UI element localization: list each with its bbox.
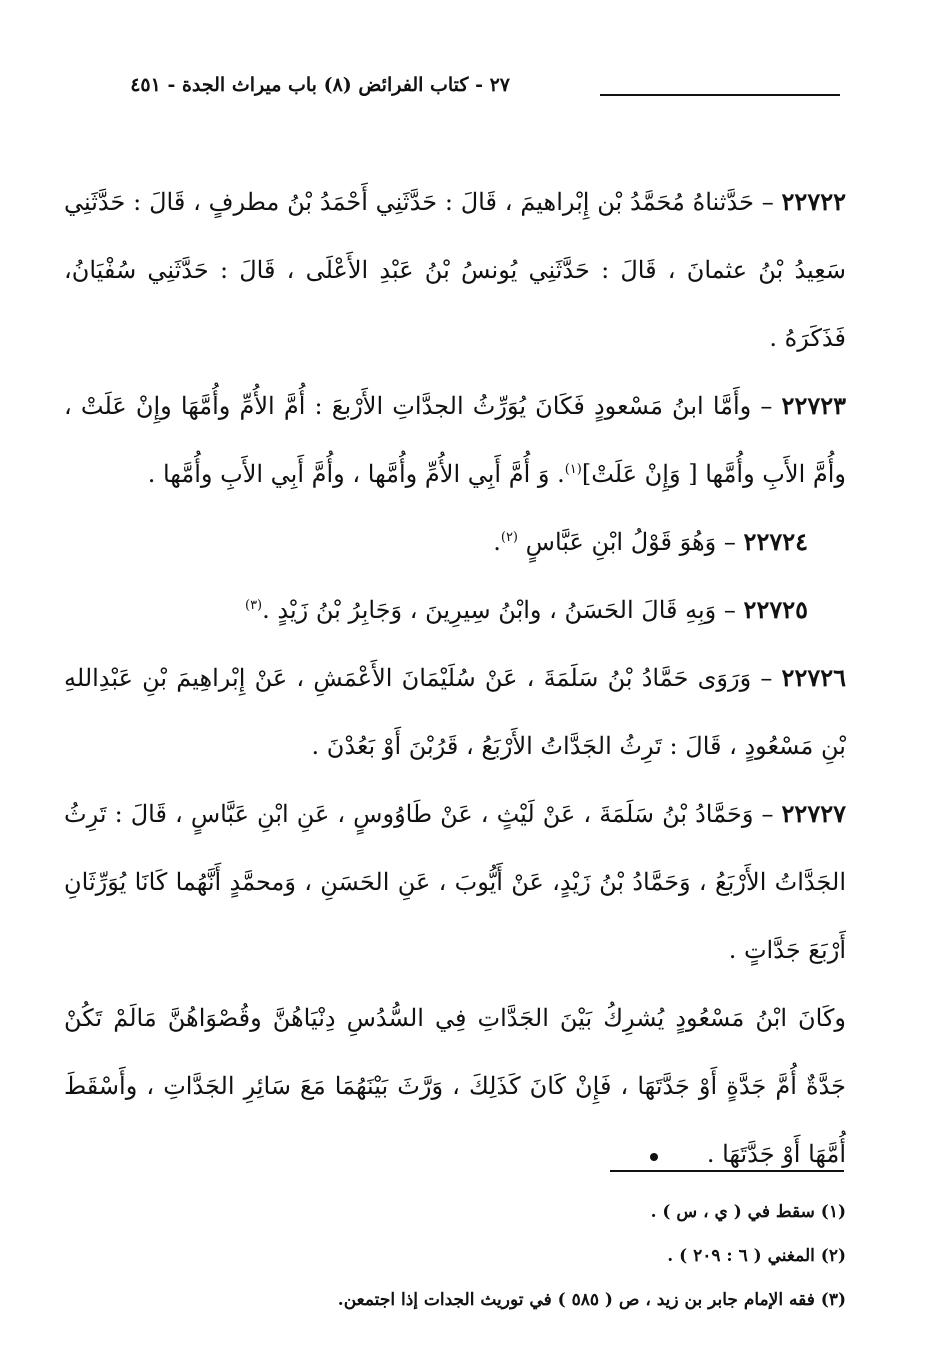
- footnote-3: (٣) فقه الإمام جابر بن زيد ، ص ( ٥٨٥ ) في توريث الجدات إذا اجتمعن.: [337, 1290, 846, 1310]
- footnote-2: (٢) المغني ( ٦ : ٢٠٩ ) .: [667, 1246, 846, 1266]
- paragraph-22723: ٢٢٧٢٣ – وأَمَّا ابنُ مَسْعودٍ فَكَانَ يُوَرِّثُ الجدَّاتِ الأَرْبعَ : أُمَّ الأُمِّ وأُمَّهَا وإِنْ عَلَتْ ، وأُمَّ الأَبِ وأُمَّها [ وَإِنْ عَلَتْ]$^{(١)}$. وَ أُمَّ أَبِي الأُمِّ وأُمَّها ، وأُمَّ أَبِي الأَبِ وأُمَّها .: [64, 391, 846, 488]
- paragraph-text: وَرَوَى حَمَّادُ بْنُ سَلَمَةَ ، عَنْ سُلَيْمَانَ الأَعْمَشِ ، عَنْ إِبْراهِيمَ بْنِ عَبْدِاللهِ بْنِ مَسْعُودٍ ، قَالَ : تَرِثُ الجَدَّاتُ الأَرْبَعُ ، قَرُبْنَ أَوْ بَعُدْنَ .: [64, 664, 846, 760]
- footnotes: [200, 1190, 846, 1322]
- footnote-ref[interactable]: (٢): [500, 530, 518, 545]
- paragraph-22727: ٢٢٧٢٧ – وَحَمَّادُ بْنُ سَلَمَةَ ، عَنْ لَيْثٍ ، عَنْ طَاوُوسٍ ، عَنِ ابْنِ عَبَّاسٍ ، قَالَ : تَرِثُ الجَدَّاتُ الأَرْبَعُ ، وَحَمَّادُ بْنُ زَيْدٍ، عَنْ أَيُّوبَ ، عَنِ الحَسَنِ ، وَمحمَّدٍ أَنَّهُما كَانَا يُوَرِّثَانِ أَرْبَعَ جَدَّاتٍ .: [64, 799, 846, 964]
- footnote-1: (١) سقط في ( ي ، س ) .: [650, 1202, 846, 1222]
- paragraph-tail: . وَ أُمَّ أَبِي الأُمِّ وأُمَّها ، وأُمَّ أَبِي الأَبِ وأُمَّها .: [147, 460, 565, 488]
- paragraph-text: وَحَمَّادُ بْنُ سَلَمَةَ ، عَنْ لَيْثٍ ، عَنْ طَاوُوسٍ ، عَنِ ابْنِ عَبَّاسٍ ، قَالَ : تَرِثُ الجَدَّاتُ الأَرْبَعُ ، وَحَمَّادُ بْنُ زَيْدٍ، عَنْ أَيُّوبَ ، عَنِ الحَسَنِ ، وَمحمَّدٍ أَنَّهُما كَانَا يُوَرِّثَانِ أَرْبَعَ جَدَّاتٍ .: [64, 800, 846, 964]
- separator-dot: [650, 1153, 658, 1161]
- paragraph-text: وكَانَ ابْنُ مَسْعُودٍ يُشرِكُ بَيْنَ الجَدَّاتِ فِي السُّدُسِ دِنْيَاهُنَّ وقُصْوَاهُنَّ مَالَمْ تَكُنْ جَدَّةٌ أُمَّ جَدَّةٍ أَوْ جَدَّتَهَا ، فَإِنْ كَانَ كَذَلِكَ ، وَرَّثَ بَيْنَهُمَا مَعَ سَائِرِ الجَدَّاتِ ، وأَسْقَطَ أُمَّهَا أَوْ جَدَّتَهَا .: [64, 1004, 846, 1168]
- hadith-number: ٢٢٧٢٧: [781, 799, 846, 828]
- page-header: [70, 70, 840, 106]
- paragraph-text: وأَمَّا ابنُ مَسْعودٍ فَكَانَ يُوَرِّثُ الجدَّاتِ الأَرْبعَ : أُمَّ الأُمِّ وأُمَّهَا وإِنْ عَلَتْ ، وأُمَّ الأَبِ وأُمَّها [ وَإِنْ عَلَتْ]: [64, 392, 846, 488]
- main-text: [64, 168, 846, 1188]
- hadith-number: ٢٢٧٢٢: [781, 187, 846, 216]
- paragraph-22725: ٢٢٧٢٥ – وَبِهِ قَالَ الحَسَنُ ، وابْنُ سِيرِينَ ، وَجَابِرُ بْنُ زَيْدٍ .$^{(٣)}$: [244, 595, 808, 624]
- paragraph-closing: [64, 984, 846, 1188]
- paragraph-tail: .: [493, 528, 501, 556]
- paragraph-text: وَبِهِ قَالَ الحَسَنُ ، وابْنُ سِيرِينَ ، وَجَابِرُ بْنُ زَيْدٍ .: [262, 596, 717, 624]
- hadith-number: ٢٢٧٢٦: [781, 663, 846, 692]
- paragraph-text: حَدَّثناهُ مُحَمَّدُ بْن إِبْراهيمَ ، قَالَ : حَدَّثَنِي أَحْمَدُ بْنُ مطرفٍ ، قَالَ : حَدَّثَنِي سَعِيدُ بْنُ عثمانَ ، قَالَ : حَدَّثَنِي يُونسُ بْنُ عَبْدِ الأَعْلَى ، قَالَ : حَدَّثَنِي سُفْيَانُ، فَذَكَرَهُ .: [64, 188, 846, 352]
- footnote-ref[interactable]: (١): [564, 462, 582, 477]
- paragraph-22724: ٢٢٧٢٤ – وَهُوَ قَوْلُ ابْنِ عَبَّاسٍ $^{(٢)}$.: [493, 527, 808, 556]
- footnote-rule: [610, 1170, 844, 1172]
- footnote-ref[interactable]: (٣): [244, 598, 263, 613]
- hadith-number: ٢٢٧٢٤: [743, 527, 808, 556]
- paragraph-22726: ٢٢٧٢٦ – وَرَوَى حَمَّادُ بْنُ سَلَمَةَ ، عَنْ سُلَيْمَانَ الأَعْمَشِ ، عَنْ إِبْراهِيمَ بْنِ عَبْدِاللهِ بْنِ مَسْعُودٍ ، قَالَ : تَرِثُ الجَدَّاتُ الأَرْبَعُ ، قَرُبْنَ أَوْ بَعُدْنَ .: [64, 663, 846, 760]
- header-rule: [600, 94, 840, 96]
- paragraph-text: وَهُوَ قَوْلُ ابْنِ عَبَّاسٍ: [525, 528, 717, 556]
- paragraph-22722: ٢٢٧٢٢ – حَدَّثناهُ مُحَمَّدُ بْن إِبْراهيمَ ، قَالَ : حَدَّثَنِي أَحْمَدُ بْنُ مطرفٍ ، قَالَ : حَدَّثَنِي سَعِيدُ بْنُ عثمانَ ، قَالَ : حَدَّثَنِي يُونسُ بْنُ عَبْدِ الأَعْلَى ، قَالَ : حَدَّثَنِي سُفْيَانُ، فَذَكَرَهُ .: [64, 187, 846, 352]
- running-title: ٢٧ - كتاب الفرائض (٨) باب ميراث الجدة - ٤٥١: [130, 74, 510, 96]
- hadith-number: ٢٢٧٢٥: [743, 595, 808, 624]
- hadith-number: ٢٢٧٢٣: [781, 391, 846, 420]
